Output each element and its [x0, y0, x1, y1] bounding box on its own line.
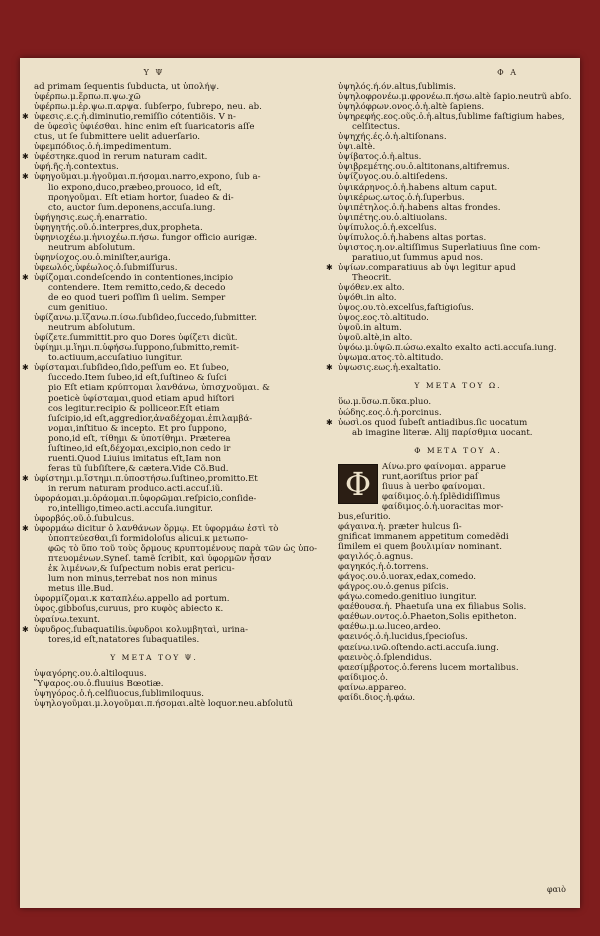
- dictionary-entry-line: ὑψίζυγος.ου.ὁ.altiſedens.: [338, 172, 448, 183]
- dictionary-entry-line: lum non minus,terrebat nos non minus: [48, 574, 218, 585]
- dictionary-entry-line: ὑψικάρηνος.ὁ.ἡ.habens altum caput.: [338, 182, 498, 193]
- dictionary-entry-line: cum genitiuo.: [48, 303, 108, 314]
- dictionary-entry-line: ὑψίβατος.ὁ.ἡ.altus.: [338, 152, 422, 163]
- dictionary-entry-line: ὑψωμα.ατος.τὸ.altitudo.: [338, 353, 444, 364]
- dictionary-entry-line: ὑφηνίοχος.ου.ὁ.miniſter,auriga.: [34, 252, 171, 263]
- dictionary-entry-line: φάγω.comedo.genitiuo iungitur.: [338, 592, 477, 603]
- book-page: [20, 58, 580, 908]
- catchword: φαιὸ: [547, 885, 566, 894]
- dictionary-entry-line: pio Eſt etiam κρύπτομαι λανθάνω, ὑπισχνοῦμαι. &: [48, 383, 270, 394]
- dictionary-entry-line: ὑφήγησις.εως.ἡ.enarratio.: [34, 212, 148, 223]
- dictionary-entry-line: ὑψηγόρος.ὁ.ἡ.celſiuocus,ſublimiloquus.: [34, 688, 204, 699]
- left-entries: [34, 82, 318, 645]
- dictionary-entry-line: ὑφηνιοχέω.μ.ἡνιοχέω.π.ήσω. fungor officio aurigæ.: [34, 232, 258, 243]
- dictionary-entry-line: lio expono,duco,præbeo,prouoco, id eſt,: [48, 182, 222, 193]
- dictionary-entry-line: cto, auctor ſum.deponens,accuſa.iung.: [48, 202, 216, 213]
- dictionary-entry-line: φάγρος.ου.ὁ.genus piſcis.: [338, 582, 449, 593]
- dictionary-entry-line: ὑψηχής.ές.ὁ.ἡ.altiſonans.: [338, 132, 447, 143]
- dictionary-entry-line: προηγοῦμαι. Eſt etiam hortor, ſuadeo & di-: [48, 192, 234, 203]
- left-running-head: Υ Ψ: [143, 68, 165, 77]
- dictionary-entry-line: ὑφίζετε.ſummittit.pro quo Dores ὑφίζετι dicũt.: [34, 333, 238, 344]
- decorated-initial: Φ: [338, 464, 378, 504]
- dictionary-entry-line: ὑψόθι.in alto.: [338, 293, 397, 304]
- dictionary-entry-line: Theocrit.: [352, 272, 392, 283]
- dictionary-entry-line: φῶς τὸ ὕπο τοῦ τοὺς ὄρμους κρυπτομένους παρὰ τῶν ὡς ὑπο-: [48, 544, 318, 555]
- dictionary-entry-line: ὑψιστος.η.ον.altiſſimus Superlatiuus ſine com-: [338, 242, 541, 253]
- dictionary-entry-line: ὑψοῦ.in altum.: [338, 323, 402, 334]
- dictionary-entry-line: ὑφηγητής.οῦ.ὁ.interpres,dux,propheta.: [34, 222, 203, 233]
- dictionary-entry-line: neutrum abſolutum.: [48, 323, 136, 334]
- dictionary-entry-line: ἐκ λιμένων,& ſuſpectum nobis erat pericu-: [48, 564, 235, 575]
- dictionary-entry-line: ὑψος.ου.τὸ.excelſus,faſtigioſus.: [338, 303, 474, 314]
- dictionary-entry-line: bus,eſuritio.: [338, 511, 391, 522]
- dictionary-entry-line: ὑψίπυλος.ὁ.ἡ.excelſus.: [338, 222, 437, 233]
- dictionary-entry-line: ✱ ὑωσὶ.os quod ſubeſt antiadibus.ſic uocatum: [338, 418, 578, 428]
- dictionary-entry-line: φαίνω.appareo.: [338, 682, 407, 693]
- dictionary-entry-line: ὑφος.gibboſus,curuus, pro κυφὸς abiecto κ.: [34, 604, 224, 615]
- dictionary-entry-line: pono,id eſt, τίθημι & ὑποτίθημι. Præterea: [48, 433, 231, 444]
- dictionary-entry-line: ὑψοῦ.altè,in alto.: [338, 333, 413, 344]
- dictionary-entry-line: tores,id eſt,natatores ſubaquatiles.: [48, 634, 200, 645]
- dictionary-entry-line: φαεινός.ὁ.ἡ.lucidus,ſpecioſus.: [338, 632, 468, 643]
- dictionary-entry-line: ὑψηλόφρων.ονος.ὁ.ἡ.altè ſapiens.: [338, 102, 485, 113]
- dictionary-entry-line: ſuſcipio,id eſt,aggredior,ἀναδέχομαι.ἐπιλαμβά-: [48, 413, 253, 424]
- dictionary-entry-line: φαίδιμος.ὁ.ἡ.ſplẽdidiſſimus: [382, 491, 501, 502]
- dictionary-entry-line: ro,intelligo,timeo.acti.accuſa.iungitur.: [48, 504, 213, 515]
- dictionary-entry-line: de ὑφεσὶς ὑφιέσθαι. hinc enim eſt ſuaricatoris aſſe: [34, 122, 255, 133]
- dictionary-entry-line: ✱ ὑφηγοῦμαι.μ.ἡγοῦμαι.π.ήσομαι.narro,expono, ſub a-: [34, 172, 274, 182]
- dictionary-entry-line: ὑφεμπόδιος.ὁ.ἡ.impedimentum.: [34, 142, 172, 153]
- dictionary-entry-line: ὑψηρεφής.εος.οῦς.ὁ.ἡ.altus,ſublime faſtigium habes,: [338, 112, 565, 123]
- dictionary-entry-line: ✱ ὑψωσις.εως.ἡ.exaltatio.: [338, 363, 578, 373]
- dictionary-entry-line: feras tũ ſubſiſtere,& cætera.Vide Cõ.Bud.: [48, 463, 229, 474]
- dictionary-entry-line: ὑφή.ῆς.ἡ.contextus.: [34, 162, 119, 173]
- right-section1-head: Υ ΜΕΤΑ ΤΟΥ Ω.: [414, 381, 502, 391]
- dictionary-entry-line: ὑφαίνω.texunt.: [34, 614, 101, 625]
- dictionary-entry-line: ✱ ὑφυδρος.ſubaquatilis.ὑφυδροι κολυμβηταὶ, urina-: [34, 625, 274, 635]
- dictionary-entry-line: νομαι,inſtituo & incepto. Et pro ſuppono,: [48, 423, 227, 434]
- dictionary-entry-line: in rerum naturam produco.acti.accuſ.iũ.: [48, 483, 223, 494]
- dictionary-entry-line: ὑφέρπω.μ.ἑρ.ψω.π.αρψα. ſubſerpo, ſubrepo, neu. ab.: [34, 102, 262, 113]
- dictionary-entry-line: φαεινὸς.ὁ.ſplendidus.: [338, 652, 432, 663]
- left-section-entries: [34, 668, 294, 709]
- right-section2-entries: [338, 532, 578, 703]
- dictionary-entry-line: ✱ ὑφίσταμαι.ſubſideo,ſido,peſſum eo. Et ſubeo,: [34, 363, 274, 373]
- dictionary-entry-line: φαίδι.διος.ἡ.φάω.: [338, 692, 416, 703]
- dictionary-entry-line: cos legitur.recipio & polliceor.Eſt etiam: [48, 403, 220, 414]
- dictionary-entry-line: celſitectus.: [352, 122, 401, 133]
- dictionary-entry-line: ὑποπτεύεσθαι,ſi formidoloſus alicui.κ μετωπο-: [48, 534, 249, 545]
- dictionary-entry-line: ὑφορμίζομαι.κ καταπλέω.appello ad portum.: [34, 594, 230, 605]
- dictionary-entry-line: ὑψηλογοῦμαι.μ.λογοῦμαι.π.ήσομαι.altè loquor.neu.abſolutũ: [34, 698, 294, 709]
- dictionary-entry-line: de eo quod tueri poſſim ſi uelim. Semper: [48, 293, 226, 304]
- dictionary-entry-line: ὑψαγόρης.ου.ὁ.altiloquus.: [34, 668, 147, 679]
- dictionary-entry-line: ὑώδης.εος.ὁ.ἡ.porcinus.: [338, 407, 442, 418]
- dictionary-entry-line: φαίδιμος.ὁ.: [338, 672, 388, 683]
- right-section1-entries: [338, 397, 578, 437]
- dictionary-entry-line: ὑψιπέτηλος.ὁ.ἡ.habens altas frondes.: [338, 202, 501, 213]
- dictionary-entry-line: runt,aoriſtus prior paſ: [382, 471, 479, 482]
- dictionary-entry-line: ὑψόω.μ.ὑψῶ.π.ώσω.exalto exalto acti.accuſa.iung.: [338, 343, 557, 354]
- dictionary-entry-line: ὑψηλός.ή.όν.altus,ſublimis.: [338, 82, 457, 93]
- right-column: [338, 68, 578, 703]
- dictionary-entry-line: gnificat immanem appetitum comedẽdi: [338, 532, 509, 543]
- dictionary-entry-line: metus ille.Bud.: [48, 584, 114, 595]
- dictionary-entry-line: poeticè ὑφίσταμαι,quod etiam apud hiſtori: [48, 393, 235, 404]
- dictionary-entry-line: ὑψηλοφρονέω.μ.φρονέω.π.ήσω.altè ſapio.neutrũ abſo.: [338, 92, 572, 103]
- dictionary-entry-line: φαγιλός.ὁ.agnus.: [338, 552, 414, 563]
- dictionary-entry-line: ὑφίζανω.μ.ἵζανω.π.ίσω.ſubſideo,ſuccedo,ſubmitter.: [34, 313, 257, 324]
- dictionary-entry-line: ὕω.μ.ὕσω.π.ὕκα.pluo.: [338, 397, 432, 408]
- dictionary-entry-line: φαέθουσα.ἡ. Phaetuſa una ex filiabus Solis.: [338, 602, 527, 613]
- left-section-head: Υ ΜΕΤΑ ΤΟΥ Ψ.: [110, 652, 198, 662]
- dictionary-entry-line: φάγος.ου.ὁ.uorax,edax,comedo.: [338, 572, 476, 583]
- dictionary-entry-line: ὑψος.εος.τὸ.altitudo.: [338, 313, 429, 324]
- dictionary-entry-line: ✱ ὑφορμάω dicitur ὁ λανθάνων ὅρμῳ. Et ὑφορμάω ἐστὶ τὸ: [34, 524, 274, 534]
- dictionary-entry-line: ὑφεωλός,ὑφέωλος.ὁ.ſubmiſſurus.: [34, 262, 178, 273]
- dictionary-entry-line: ✱ ὑφίζομαι.condeſcendo in contentiones,incipio: [34, 273, 274, 283]
- dictionary-entry-line: Ὕψαρος.ου.ὁ.fluuius Bœotiæ.: [34, 678, 164, 689]
- dictionary-entry-line: ad primam ſequentis ſubducta, ut ὑπολήψ.: [34, 82, 220, 93]
- dictionary-entry-line: ✱ ὑφεσις.ε.ς.ἡ.diminutio,remiſſio cótentiõis. V n-: [34, 112, 274, 122]
- dictionary-entry-line: contendere. Item remitto,cedo,& decedo: [48, 282, 226, 293]
- dictionary-entry-line: ſuſtineo,id eſt,δέχομαι,excipio,non cedo ir: [48, 443, 231, 454]
- dictionary-entry-line: πτευομένων.Syneſ. tamẽ ſcribit, καὶ ὑφορμῶν ἦσαν: [48, 554, 272, 565]
- dictionary-entry-line: φαέθω.μ.ω.luceo,ardeo.: [338, 622, 441, 633]
- dictionary-entry-line: ὑφίημι.μ.ἵημι.π.ὑφήσω.ſuppono,ſubmitto,remit-: [34, 343, 240, 354]
- dictionary-entry-line: neutrum abſolutum.: [48, 242, 136, 253]
- dictionary-entry-line: ruenti.Quod Liuius imitatus eſt,Iam non: [48, 453, 222, 464]
- right-running-head: Φ Α: [497, 68, 518, 77]
- dictionary-entry-line: ſimilem ei quem βουλιμίαν nominant.: [338, 542, 502, 553]
- dictionary-entry-line: ſiuus à uerbo φαίνομαι.: [382, 481, 486, 492]
- dictionary-entry-line: ὑφοράομαι.μ.ὁράομαι.π.ὑφορῶμαι.reſpicio,conſide-: [34, 493, 257, 504]
- dictionary-entry-line: ὑψι.altè.: [338, 142, 376, 153]
- dictionary-entry-line: ὑψικέρως.ωτος.ὁ.ἡ.ſuperbus.: [338, 192, 465, 203]
- dictionary-entry-line: ὑφορβός.οῦ.ὁ.ſubulcus.: [34, 514, 135, 525]
- right-entries: [338, 82, 578, 373]
- dictionary-entry-line: ὑψιβρεμέτης.ου.ὁ.altitonans,altifremus.: [338, 162, 510, 173]
- dictionary-entry-line: ✱ ὑφέστηκε.quod in rerum naturam cadit.: [34, 152, 274, 162]
- dictionary-entry-line: φαγηκός.ἡ.ὁ.torrens.: [338, 562, 429, 573]
- right-section2-head: Φ ΜΕΤΑ ΤΟΥ Α.: [414, 445, 502, 455]
- dictionary-entry-line: Αίνω.pro φαίνομαι. apparue: [382, 461, 506, 472]
- dictionary-entry-line: φαίδιμος.ὁ.ἡ.uoracitas mor-: [382, 501, 504, 512]
- dictionary-entry-line: ὑψιπέτης.ου.ὁ.altiuolans.: [338, 212, 448, 223]
- dictionary-entry-line: ✱ ὑψίων.comparatiuus ab ὑψι legitur apud: [338, 263, 578, 273]
- dictionary-entry-line: φάγαινα.ἡ. præter hulcus ſi-: [338, 521, 462, 532]
- dictionary-entry-line: φαέθων.οντος.ὁ.Phaeton,Solis epitheton.: [338, 612, 517, 623]
- dictionary-entry-line: ſuccedo.Item ſubeo,id eſt,ſuſtineo & ſuſci: [48, 373, 227, 384]
- dictionary-entry-line: ὑψίπυλος.ὁ.ἡ.habens altas portas.: [338, 232, 487, 243]
- dictionary-entry-line: to.actiuum,accuſatiuo iungitur.: [48, 353, 183, 364]
- dictionary-entry-line: ✱ ὑφίστημι.μ.ἵστημι.π.ὑποστήσω.ſuſtineo,promitto.Et: [34, 474, 274, 484]
- left-column: [34, 68, 318, 709]
- dropcap-block: [338, 462, 578, 532]
- dictionary-entry-line: ὑφέρπω.μ.ἕρπω.π.ψω.χῶ: [34, 92, 141, 103]
- dictionary-entry-line: ctus, ut ſe ſubmittere uelit aduerſario.: [34, 132, 200, 143]
- dictionary-entry-line: ὑψόθεν.ex alto.: [338, 282, 405, 293]
- dictionary-entry-line: φαεσίμβροτος.ὁ.ferens lucem mortalibus.: [338, 662, 519, 673]
- dictionary-entry-line: ab imagine literæ. Alij παρίσθμια uocant.: [352, 427, 533, 438]
- dictionary-entry-line: paratiuo,ut ſummus apud nos.: [352, 252, 484, 263]
- dictionary-entry-line: φαείνω.ινῶ.oſtendo.acti.accuſa.iung.: [338, 642, 499, 653]
